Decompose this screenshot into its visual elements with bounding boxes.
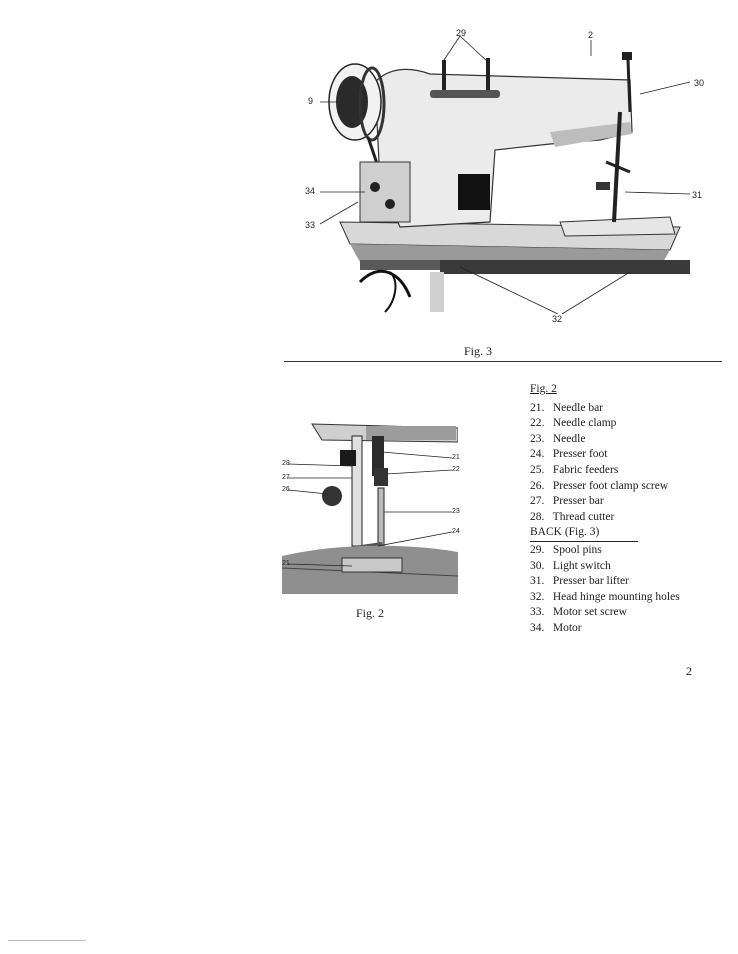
fig2-callout-right-4: 24 [452,528,460,535]
legend-heading: Fig. 2 [530,383,557,395]
page-number: 2 [686,664,692,678]
callout-34: 34 [305,186,316,196]
footer-rule [8,940,86,941]
legend-item: 30. Light switch [530,559,611,572]
legend-item: 32. Head hinge mounting holes [530,590,680,603]
sewing-machine-back-illustration [300,22,720,332]
legend-item: 29. Spool pins [530,543,602,556]
legend-item: 21. Needle bar [530,401,603,414]
callout-30: 30 [694,78,705,88]
legend-item: 26. Presser foot clamp screw [530,479,669,492]
callout-29: 29 [456,28,467,38]
fig2-callout-left-1: 28 [282,460,290,467]
fig2-callout-right-3: 23 [452,508,460,515]
fig2-caption: Fig. 2 [356,606,385,620]
callout-33: 33 [305,220,316,230]
divider-rule [284,361,722,362]
callout-2: 2 [588,30,594,40]
fig2-callout-left-4: 21 [282,560,290,567]
legend-item: 23. Needle [530,432,586,445]
presser-foot-closeup-illustration [282,418,458,594]
legend-item: 31. Presser bar lifter [530,575,629,588]
legend-item: 28. Thread cutter [530,510,615,523]
callout-32: 32 [552,314,563,324]
callout-31: 31 [692,190,703,200]
fig2-callout-right-1: 21 [452,454,460,461]
fig2-callout-left-3: 26 [282,486,290,493]
legend-item: 24. Presser foot [530,448,608,461]
parts-legend [530,382,730,637]
legend-item: 22. Needle clamp [530,417,617,430]
fig3-caption: Fig. 3 [464,344,493,358]
legend-item: 27. Presser bar [530,495,604,508]
legend-item: 25. Fabric feeders [530,463,619,476]
legend-back-heading: BACK (Fig. 3) [530,525,638,542]
fig2-callout-left-2: 27 [282,474,290,481]
legend-item: 34. Motor [530,621,582,634]
legend-item: 33. Motor set screw [530,606,627,619]
fig2-callout-right-2: 22 [452,466,460,473]
callout-9: 9 [308,96,314,106]
